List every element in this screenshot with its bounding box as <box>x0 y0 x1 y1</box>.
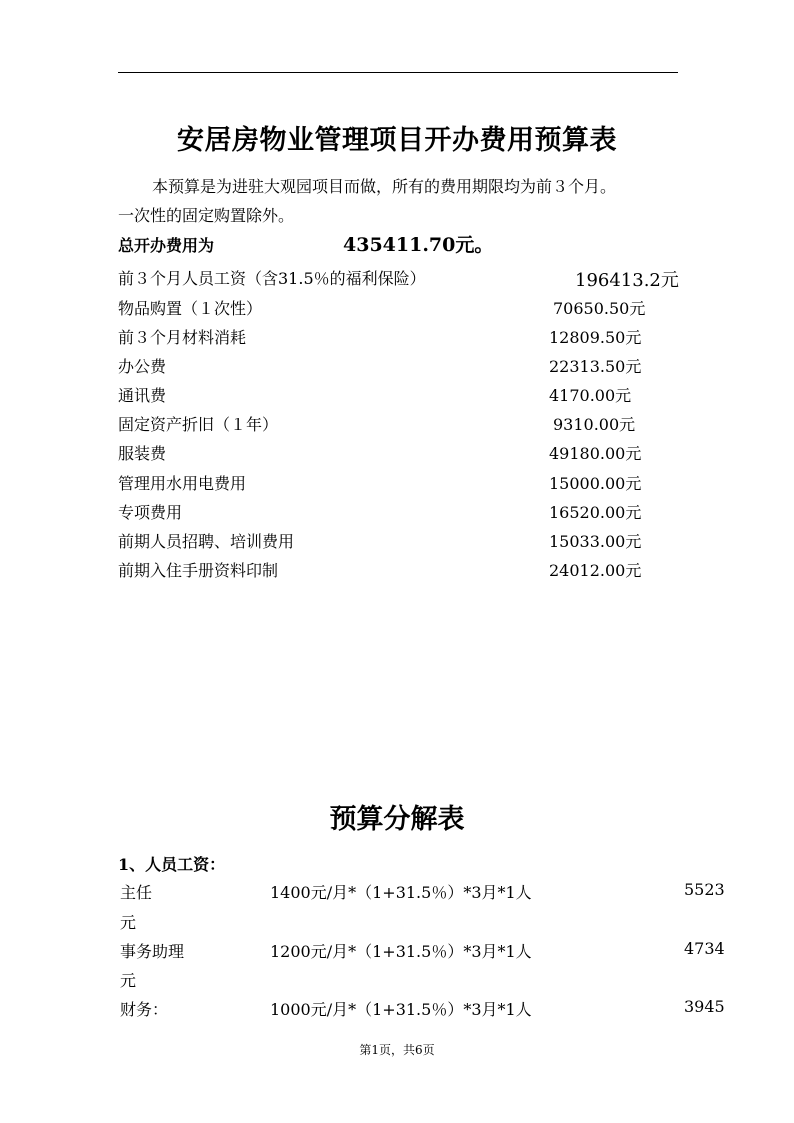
cost-item-amount: 22313.50元 <box>549 357 642 376</box>
cost-item-label: 前３个月材料消耗 <box>118 328 247 347</box>
cost-item-amount: 70650.50元 <box>553 299 646 318</box>
breakdown-title: 预算分解表 <box>329 804 465 835</box>
total-label: 总开办费用为 <box>118 236 215 255</box>
cost-item-amount: 16520.00元 <box>549 503 642 522</box>
salary-value: 3945 <box>684 997 725 1016</box>
cost-item-label: 管理用水用电费用 <box>118 474 247 493</box>
header-rule <box>118 72 678 73</box>
cost-item-amount: 15000.00元 <box>549 474 642 493</box>
cost-item-amount: 4170.00元 <box>549 386 632 405</box>
cost-item-label: 办公费 <box>118 357 167 376</box>
salary-unit: 元 <box>120 913 137 932</box>
document-title: 安居房物业管理项目开办费用预算表 <box>177 125 617 156</box>
salary-formula: 1200元/月*（1+31.5％）*3月*1人 <box>270 942 532 961</box>
intro-line-2: 一次性的固定购置除外。 <box>118 206 295 225</box>
cost-item-amount: 196413.2元 <box>575 270 679 291</box>
salary-formula: 1400元/月*（1+31.5％）*3月*1人 <box>270 883 532 902</box>
page-footer: 第1页，共6页 <box>359 1043 435 1057</box>
salary-role: 事务助理 <box>120 942 185 961</box>
salary-value: 4734 <box>684 939 725 958</box>
total-value: 435411.70元。 <box>343 234 494 256</box>
salary-formula: 1000元/月*（1+31.5％）*3月*1人 <box>270 1000 532 1019</box>
cost-item-label: 固定资产折旧（１年） <box>118 415 279 434</box>
cost-item-label: 专项费用 <box>118 503 183 522</box>
cost-item-label: 前期入住手册资料印制 <box>118 561 279 580</box>
cost-item-label: 服装费 <box>118 444 167 463</box>
salary-role: 财务： <box>120 1000 169 1019</box>
cost-item-label: 通讯费 <box>118 386 167 405</box>
intro-line-1: 本预算是为进驻大观园项目而做，所有的费用期限均为前３个月。 <box>152 177 617 196</box>
cost-item-amount: 24012.00元 <box>549 561 642 580</box>
cost-item-amount: 49180.00元 <box>549 444 642 463</box>
section-heading-salary: 1、人员工资： <box>118 855 226 874</box>
salary-role: 主任 <box>120 883 153 902</box>
salary-unit: 元 <box>120 971 137 990</box>
cost-item-label: 物品购置（１次性） <box>118 299 263 318</box>
cost-item-amount: 12809.50元 <box>549 328 642 347</box>
salary-value: 5523 <box>684 880 725 899</box>
cost-item-label: 前３个月人员工资（含31.5％的福利保险） <box>118 269 426 288</box>
cost-item-amount: 9310.00元 <box>553 415 636 434</box>
cost-item-amount: 15033.00元 <box>549 532 642 551</box>
cost-item-label: 前期人员招聘、培训费用 <box>118 532 295 551</box>
